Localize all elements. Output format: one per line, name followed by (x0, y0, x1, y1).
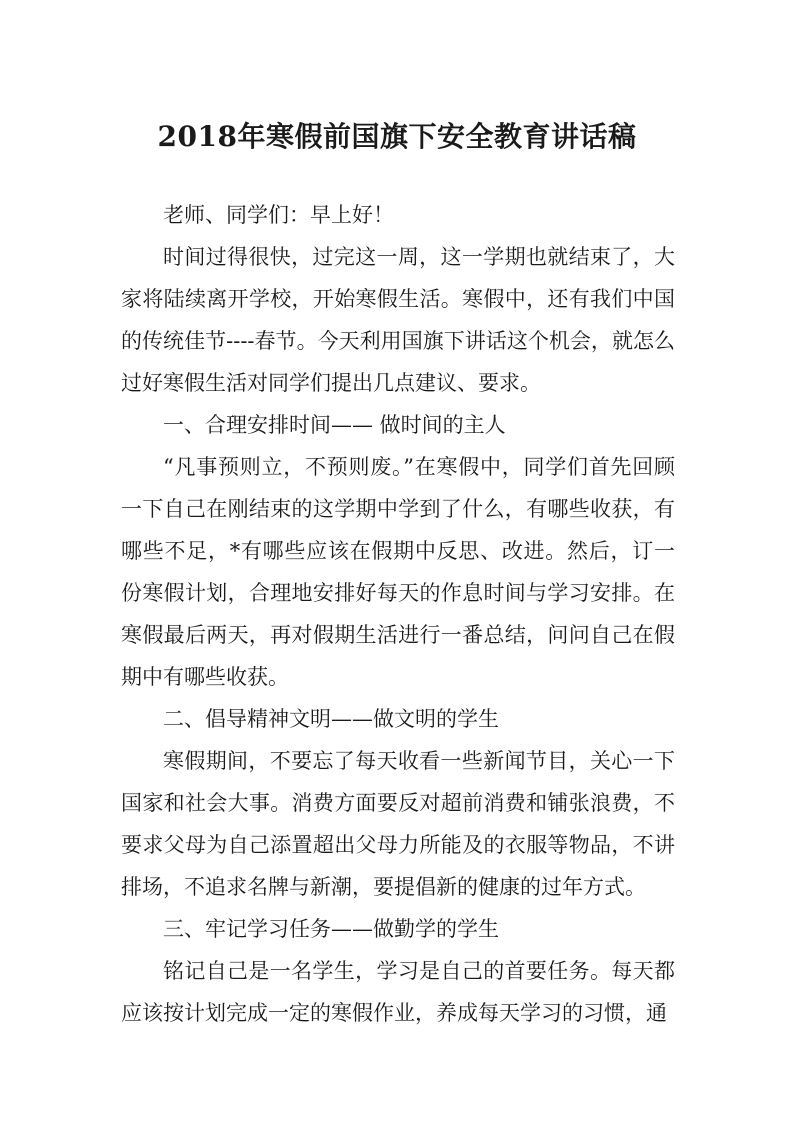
section-paragraph-1: “凡事预则立，不预则废。”在寒假中，同学们首先回顾一下自己在刚结束的这学期中学到了什么，有哪些收获，有哪些不足，*有哪些应该在假期中反思、改进。然后，订一份寒假计划，合理地安排好每天的作息时间与学习安排。在寒假最后两天，再对假期生活进行一番总结，问问自己在假期中有哪些收获。 (121, 455, 675, 689)
document-title: 2018年寒假前国旗下安全教育讲话稿 (157, 119, 637, 153)
section-paragraph-2: 寒假期间，不要忘了每天收看一些新闻节目，关心一下国家和社会大事。消费方面要反对超前消费和铺张浪费，不要求父母为自己添置超出父母力所能及的衣服等物品，不讲排场，不追求名牌与新潮，要提倡新的健康的过年方式。 (121, 749, 675, 899)
section-heading-3: 三、牢记学习任务——做勤学的学生 (163, 917, 499, 941)
section-heading-1: 一、合理安排时间—— 做时间的主人 (163, 413, 506, 437)
greeting-paragraph: 老师、同学们：早上好！ (163, 203, 394, 227)
intro-paragraph: 时间过得很快，过完这一周，这一学期也就结束了，大家将陆续离开学校，开始寒假生活。寒假中，还有我们中国的传统佳节----春节。今天利用国旗下讲话这个机会，就怎么过好寒假生活对同学们提出几点建议、要求。 (121, 245, 675, 395)
section-heading-2: 二、倡导精神文明——做文明的学生 (163, 707, 499, 731)
document-body (121, 194, 675, 1034)
section-paragraph-3: 铭记自己是一名学生，学习是自己的首要任务。每天都应该按计划完成一定的寒假作业，养成每天学习的习惯，通 (121, 959, 675, 1025)
